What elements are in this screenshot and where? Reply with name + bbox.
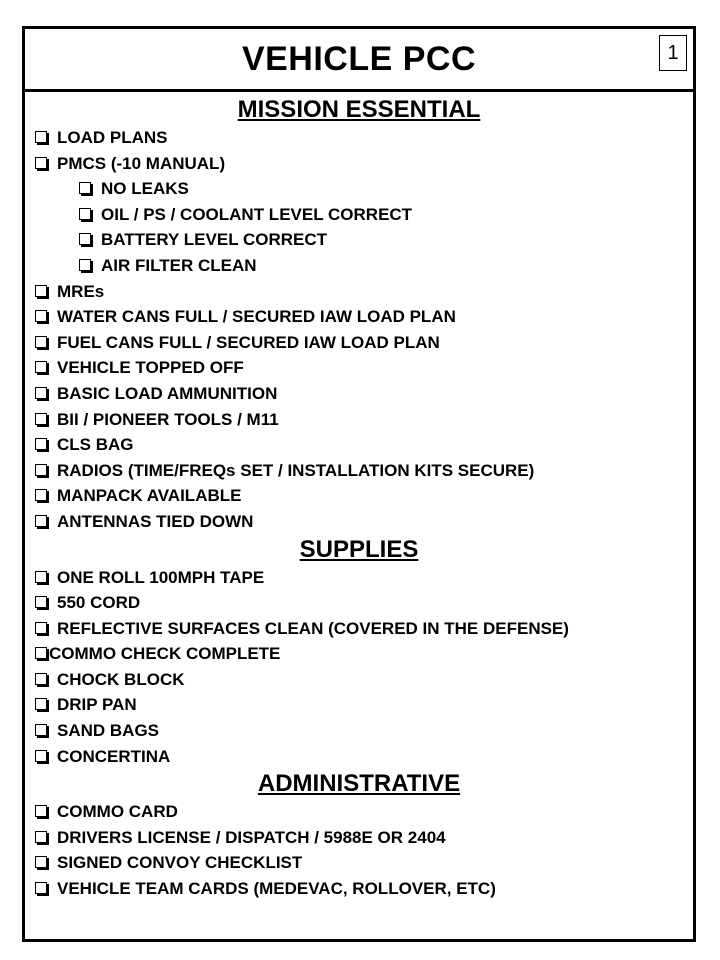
checklist-item[interactable] <box>35 565 683 591</box>
item-label: RADIOS (TIME/FREQs SET / INSTALLATION KITS SECURE) <box>57 460 535 480</box>
checklist-item[interactable] <box>35 850 683 876</box>
checklist-subitem[interactable] <box>35 227 683 253</box>
checkbox-icon[interactable] <box>79 208 91 220</box>
checklist-item[interactable] <box>35 483 683 509</box>
item-label: NO LEAKS <box>101 179 189 199</box>
section-mission-essential <box>35 95 683 535</box>
header <box>25 29 693 92</box>
checkbox-icon[interactable] <box>35 596 47 608</box>
item-label: CLS BAG <box>57 435 134 455</box>
item-label: COMMO CARD <box>57 802 178 822</box>
item-label: AIR FILTER CLEAN <box>101 255 257 275</box>
item-label: VEHICLE TOPPED OFF <box>57 358 244 378</box>
checkbox-icon[interactable] <box>35 131 47 143</box>
section-title: SUPPLIES <box>299 535 419 563</box>
checklist-item[interactable] <box>35 125 683 151</box>
checklist-subitem[interactable] <box>35 202 683 228</box>
section-title: ADMINISTRATIVE <box>257 770 461 798</box>
checklist-frame <box>22 26 696 942</box>
checklist-item[interactable] <box>35 509 683 535</box>
item-label: MANPACK AVAILABLE <box>57 486 242 506</box>
checklist-item[interactable] <box>35 876 683 902</box>
checkbox-icon[interactable] <box>35 882 47 894</box>
item-label: SIGNED CONVOY CHECKLIST <box>57 853 303 873</box>
checklist-item[interactable] <box>35 330 683 356</box>
checkbox-icon[interactable] <box>35 157 47 169</box>
checkbox-icon[interactable] <box>35 673 47 685</box>
checklist-subitem[interactable] <box>35 253 683 279</box>
checkbox-icon[interactable] <box>35 831 47 843</box>
section-supplies <box>35 535 683 770</box>
item-label: LOAD PLANS <box>57 128 168 147</box>
checklist-item[interactable] <box>35 151 683 177</box>
item-label: 550 CORD <box>57 593 141 613</box>
checklist-item[interactable] <box>35 432 683 458</box>
checklist-item[interactable] <box>35 718 683 744</box>
page-number: 1 <box>659 35 687 71</box>
checkbox-icon[interactable] <box>35 698 47 710</box>
checkbox-icon[interactable] <box>35 464 47 476</box>
checkbox-icon[interactable] <box>35 438 47 450</box>
item-label: VEHICLE TEAM CARDS (MEDEVAC, ROLLOVER, ETC) <box>57 879 496 899</box>
checkbox-icon[interactable] <box>35 622 47 634</box>
checkbox-icon[interactable] <box>35 856 47 868</box>
checklist-item[interactable] <box>35 641 683 667</box>
checklist-item[interactable] <box>35 616 683 642</box>
item-label: COMMO CHECK COMPLETE <box>49 644 281 664</box>
checkbox-icon[interactable] <box>35 571 47 583</box>
checkbox-icon[interactable] <box>35 361 47 373</box>
item-label: OIL / PS / COOLANT LEVEL CORRECT <box>101 204 413 224</box>
page-title: VEHICLE PCC <box>241 40 477 78</box>
item-label: BASIC LOAD AMMUNITION <box>57 383 278 403</box>
checklist-item[interactable] <box>35 279 683 305</box>
item-label: DRIP PAN <box>57 695 137 715</box>
item-label: DRIVERS LICENSE / DISPATCH / 5988E OR 2404 <box>57 827 446 847</box>
checkbox-icon[interactable] <box>35 387 47 399</box>
checklist-item[interactable] <box>35 304 683 330</box>
checkbox-icon[interactable] <box>35 805 47 817</box>
checklist-item[interactable] <box>35 458 683 484</box>
checklist-body <box>25 93 693 939</box>
item-label: WATER CANS FULL / SECURED IAW LOAD PLAN <box>57 307 456 327</box>
checklist-item[interactable] <box>35 825 683 851</box>
checklist-item[interactable] <box>35 355 683 381</box>
checkbox-icon[interactable] <box>35 750 47 762</box>
item-label: FUEL CANS FULL / SECURED IAW LOAD PLAN <box>57 332 440 352</box>
section-administrative <box>35 769 683 901</box>
checkbox-icon[interactable] <box>79 233 91 245</box>
item-label: CONCERTINA <box>57 746 171 766</box>
checkbox-icon[interactable] <box>79 259 91 271</box>
checklist-item[interactable] <box>35 381 683 407</box>
checklist-item[interactable] <box>35 744 683 770</box>
checklist-subitem[interactable] <box>35 176 683 202</box>
item-label: SAND BAGS <box>57 721 160 741</box>
item-label: ONE ROLL 100MPH TAPE <box>57 567 265 587</box>
checkbox-icon[interactable] <box>35 285 47 297</box>
section-title: MISSION ESSENTIAL <box>237 96 481 123</box>
checklist-item[interactable] <box>35 692 683 718</box>
checklist-item[interactable] <box>35 667 683 693</box>
checkbox-icon[interactable] <box>35 310 47 322</box>
checkbox-icon[interactable] <box>35 724 47 736</box>
checkbox-icon[interactable] <box>35 489 47 501</box>
checklist-item[interactable] <box>35 590 683 616</box>
checkbox-icon[interactable] <box>35 515 47 527</box>
item-label: REFLECTIVE SURFACES CLEAN (COVERED IN THE DEFENSE) <box>57 618 569 638</box>
item-label: MREs <box>57 281 105 301</box>
checkbox-icon[interactable] <box>35 647 47 659</box>
checkbox-icon[interactable] <box>79 182 91 194</box>
item-label: BATTERY LEVEL CORRECT <box>101 230 328 250</box>
checkbox-icon[interactable] <box>35 413 47 425</box>
checklist-item[interactable] <box>35 799 683 825</box>
checklist-item[interactable] <box>35 407 683 433</box>
item-label: CHOCK BLOCK <box>57 669 185 689</box>
item-label: ANTENNAS TIED DOWN <box>57 511 254 531</box>
item-label: PMCS (-10 MANUAL) <box>57 153 226 173</box>
checkbox-icon[interactable] <box>35 336 47 348</box>
item-label: BII / PIONEER TOOLS / M11 <box>57 409 279 429</box>
